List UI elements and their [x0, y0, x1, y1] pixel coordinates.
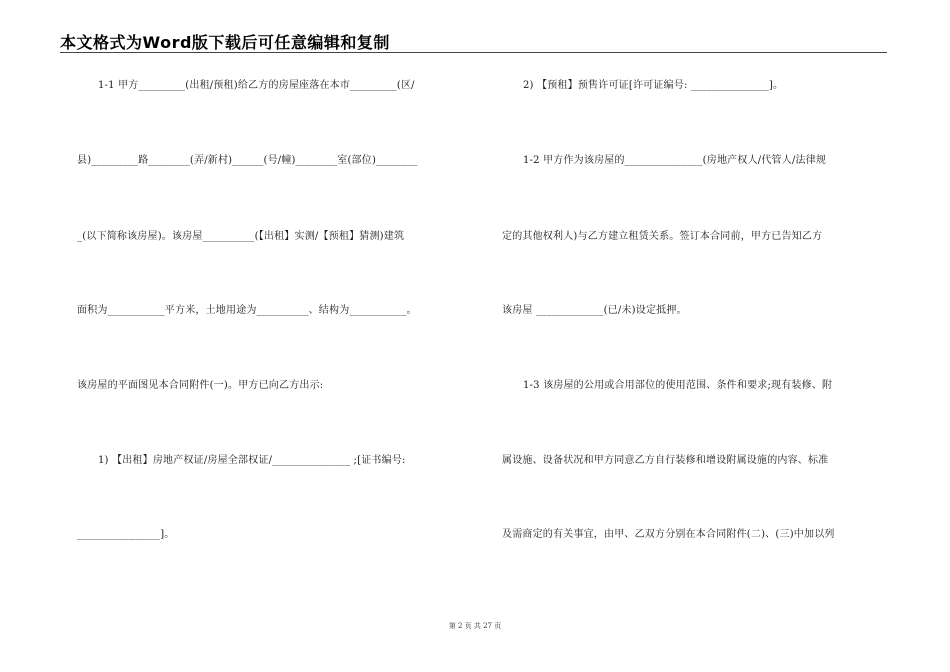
text-line: 1-3 该房屋的公用或合用部位的使用范围、条件和要求;现有装修、附	[523, 380, 833, 391]
page-number: 第 2 页 共 27 页	[448, 622, 502, 630]
text-line: 1-1 甲方_________(出租/预租)给乙方的房屋座落在本市_________(区/	[98, 80, 415, 91]
text-line: 1-2 甲方作为该房屋的_______________(房地产权人/代管人/法律规	[523, 155, 827, 166]
text-line: 县)_________路________(弄/新村)______(号/幢)________室(部位)________	[77, 155, 418, 166]
text-line: 1) 【出租】房地产权证/房屋全部权证/_______________ ;[证书编号:	[98, 455, 406, 466]
text-line: 该房屋 _____________(已/未)设定抵押。	[502, 305, 687, 316]
text-line: 定的其他权利人)与乙方建立租赁关系。签订本合同前，甲方已告知乙方	[502, 231, 823, 242]
document-header-title: 本文格式为Word版下载后可任意编辑和复制	[60, 33, 390, 52]
header-divider	[60, 52, 887, 53]
text-line: 该房屋的平面图见本合同附件(一)。甲方已向乙方出示:	[77, 380, 324, 391]
text-line: 2) 【预租】预售许可证[许可证编号: _______________]。	[523, 80, 784, 91]
text-line: _(以下简称该房屋)。该房屋__________(【出租】实测/【预租】猜测)建筑	[77, 231, 405, 242]
text-line: 及需商定的有关事宜，由甲、乙双方分别在本合同附件(二)、(三)中加以列	[502, 529, 835, 540]
text-line: ________________]。	[77, 529, 175, 540]
text-line: 属设施、设备状况和甲方同意乙方自行装修和增设附属设施的内容、标准	[502, 455, 829, 466]
text-line: 面积为___________平方米，土地用途为__________、结构为___________。	[77, 305, 417, 316]
